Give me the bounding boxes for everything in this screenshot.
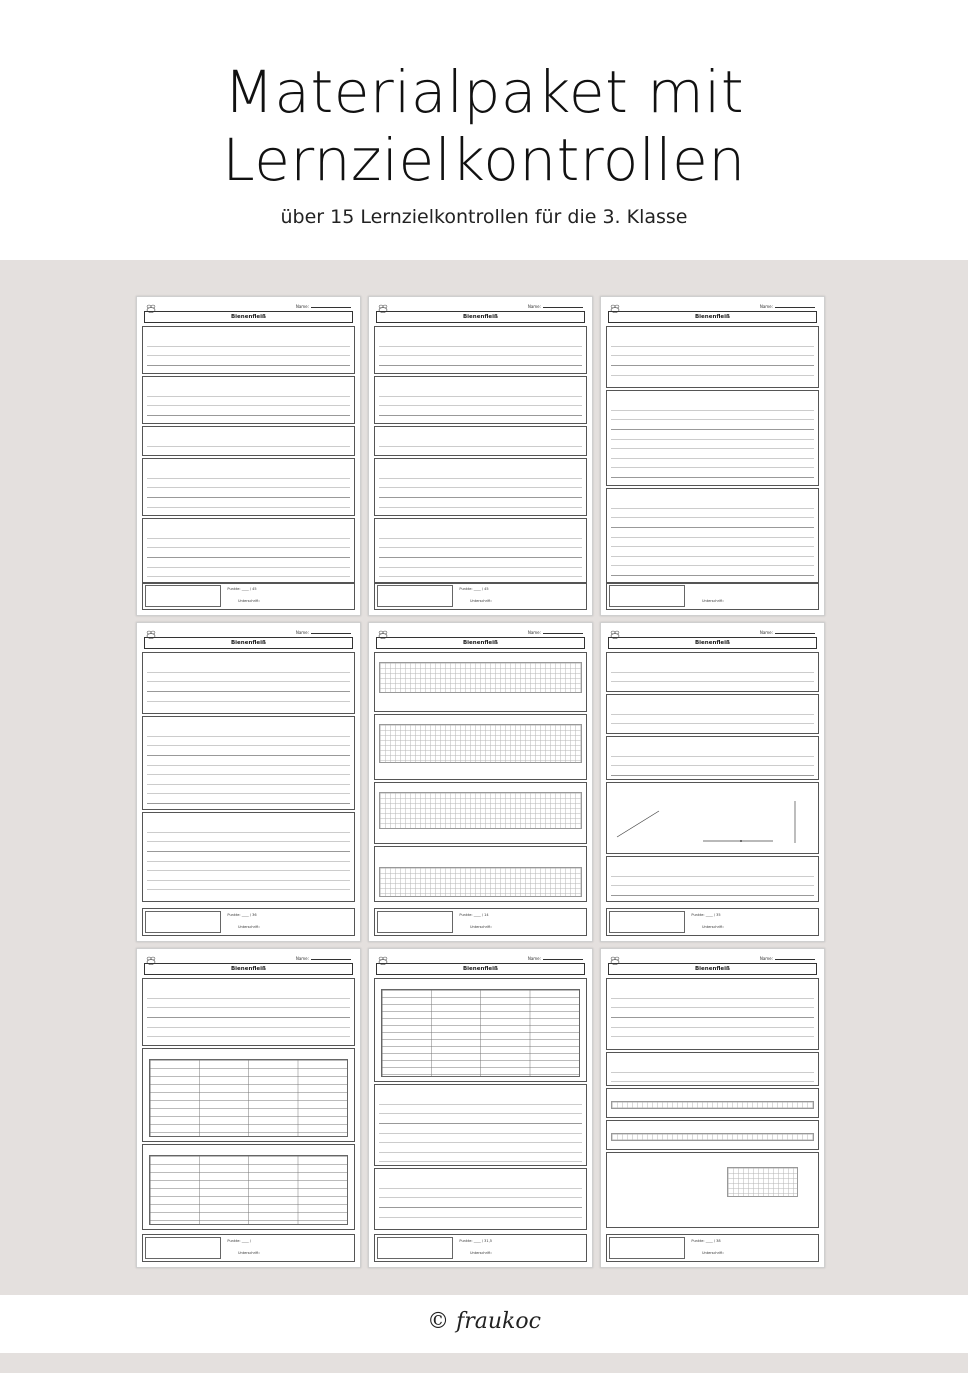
task-section xyxy=(374,1168,587,1230)
task-section xyxy=(142,376,355,424)
task-section xyxy=(142,458,355,516)
score-label: Punkte: ____ / 35 xyxy=(691,913,721,917)
score-label: Punkte: ____ / 38 xyxy=(691,1239,721,1243)
worksheet-preview-1[interactable] xyxy=(136,296,361,616)
score-label: Punkte: ____ / 14 xyxy=(459,913,489,917)
worksheet-title: Bienenfleiß xyxy=(608,311,817,323)
task-section xyxy=(606,1088,819,1118)
name-label: Name: xyxy=(296,956,351,961)
worksheet-preview-2[interactable] xyxy=(368,296,593,616)
name-label: Name: xyxy=(296,630,351,635)
name-label: Name: xyxy=(760,630,815,635)
task-section xyxy=(606,1120,819,1150)
task-section xyxy=(142,518,355,584)
task-section xyxy=(374,518,587,584)
signature-label: Unterschrift: xyxy=(701,599,724,603)
task-section xyxy=(606,856,819,902)
name-label: Name: xyxy=(760,956,815,961)
score-box xyxy=(142,582,355,610)
task-section xyxy=(142,326,355,374)
worksheet-title: Bienenfleiß xyxy=(376,311,585,323)
worksheet-gallery xyxy=(0,260,968,1295)
score-box xyxy=(374,908,587,936)
task-section xyxy=(142,978,355,1046)
worksheet-preview-7[interactable] xyxy=(136,948,361,1268)
page-subtitle: über 15 Lernzielkontrollen für die 3. Klasse xyxy=(280,206,688,228)
page-title: Materialpaket mit Lernzielkontrollen xyxy=(222,58,746,194)
score-label: Punkte: ____ / 31,5 xyxy=(459,1239,492,1243)
score-box xyxy=(374,582,587,610)
worksheet-preview-6[interactable] xyxy=(600,622,825,942)
name-label: Name: xyxy=(528,956,583,961)
task-section xyxy=(142,426,355,456)
score-label: Punkte: ____ / 45 xyxy=(227,587,257,591)
score-label: Punkte: ____ / 45 xyxy=(459,587,489,591)
worksheet-preview-5[interactable] xyxy=(368,622,593,942)
worksheet-title: Bienenfleiß xyxy=(144,637,353,649)
worksheet-title: Bienenfleiß xyxy=(608,637,817,649)
task-section xyxy=(374,376,587,424)
header xyxy=(0,0,968,260)
task-section xyxy=(374,978,587,1082)
name-label: Name: xyxy=(760,304,815,309)
score-box xyxy=(142,908,355,936)
signature-label: Unterschrift: xyxy=(237,925,260,929)
task-section xyxy=(142,652,355,714)
task-section xyxy=(374,846,587,902)
score-box xyxy=(606,908,819,936)
signature-label: Unterschrift: xyxy=(701,1251,724,1255)
score-label: Punkte: ____ / 36 xyxy=(227,913,257,917)
bottom-strip xyxy=(0,1353,968,1373)
worksheet-title: Bienenfleiß xyxy=(608,963,817,975)
score-box xyxy=(374,1234,587,1262)
task-section xyxy=(142,716,355,810)
task-section xyxy=(374,714,587,780)
task-section xyxy=(374,782,587,844)
task-section xyxy=(374,1084,587,1166)
task-section xyxy=(374,458,587,516)
name-label: Name: xyxy=(528,630,583,635)
geometry-lines xyxy=(613,797,803,847)
task-section xyxy=(606,736,819,780)
signature-label: Unterschrift: xyxy=(237,1251,260,1255)
footer xyxy=(0,1295,968,1353)
signature-label: Unterschrift: xyxy=(469,925,492,929)
task-section xyxy=(374,326,587,374)
score-box xyxy=(606,582,819,610)
copyright-text: © fraukoc xyxy=(427,1309,541,1334)
name-label: Name: xyxy=(528,304,583,309)
task-section xyxy=(606,326,819,388)
task-section xyxy=(606,782,819,854)
worksheet-title: Bienenfleiß xyxy=(376,637,585,649)
task-section xyxy=(374,652,587,712)
worksheet-grid xyxy=(136,296,826,1270)
worksheet-title: Bienenfleiß xyxy=(376,963,585,975)
worksheet-preview-3[interactable] xyxy=(600,296,825,616)
task-section xyxy=(606,652,819,692)
worksheet-preview-4[interactable] xyxy=(136,622,361,942)
task-section xyxy=(606,390,819,486)
worksheet-preview-9[interactable] xyxy=(600,948,825,1268)
worksheet-title: Bienenfleiß xyxy=(144,963,353,975)
signature-label: Unterschrift: xyxy=(701,925,724,929)
task-section xyxy=(142,812,355,902)
signature-label: Unterschrift: xyxy=(237,599,260,603)
task-section xyxy=(142,1048,355,1142)
score-box xyxy=(606,1234,819,1262)
task-section xyxy=(606,1152,819,1228)
task-section xyxy=(374,426,587,456)
score-label: Punkte: ____ / xyxy=(227,1239,252,1243)
task-section xyxy=(606,978,819,1050)
task-section xyxy=(606,488,819,584)
task-section xyxy=(606,694,819,734)
signature-label: Unterschrift: xyxy=(469,1251,492,1255)
worksheet-preview-8[interactable] xyxy=(368,948,593,1268)
name-label: Name: xyxy=(296,304,351,309)
score-box xyxy=(142,1234,355,1262)
task-section xyxy=(606,1052,819,1086)
signature-label: Unterschrift: xyxy=(469,599,492,603)
task-section xyxy=(142,1144,355,1230)
worksheet-title: Bienenfleiß xyxy=(144,311,353,323)
